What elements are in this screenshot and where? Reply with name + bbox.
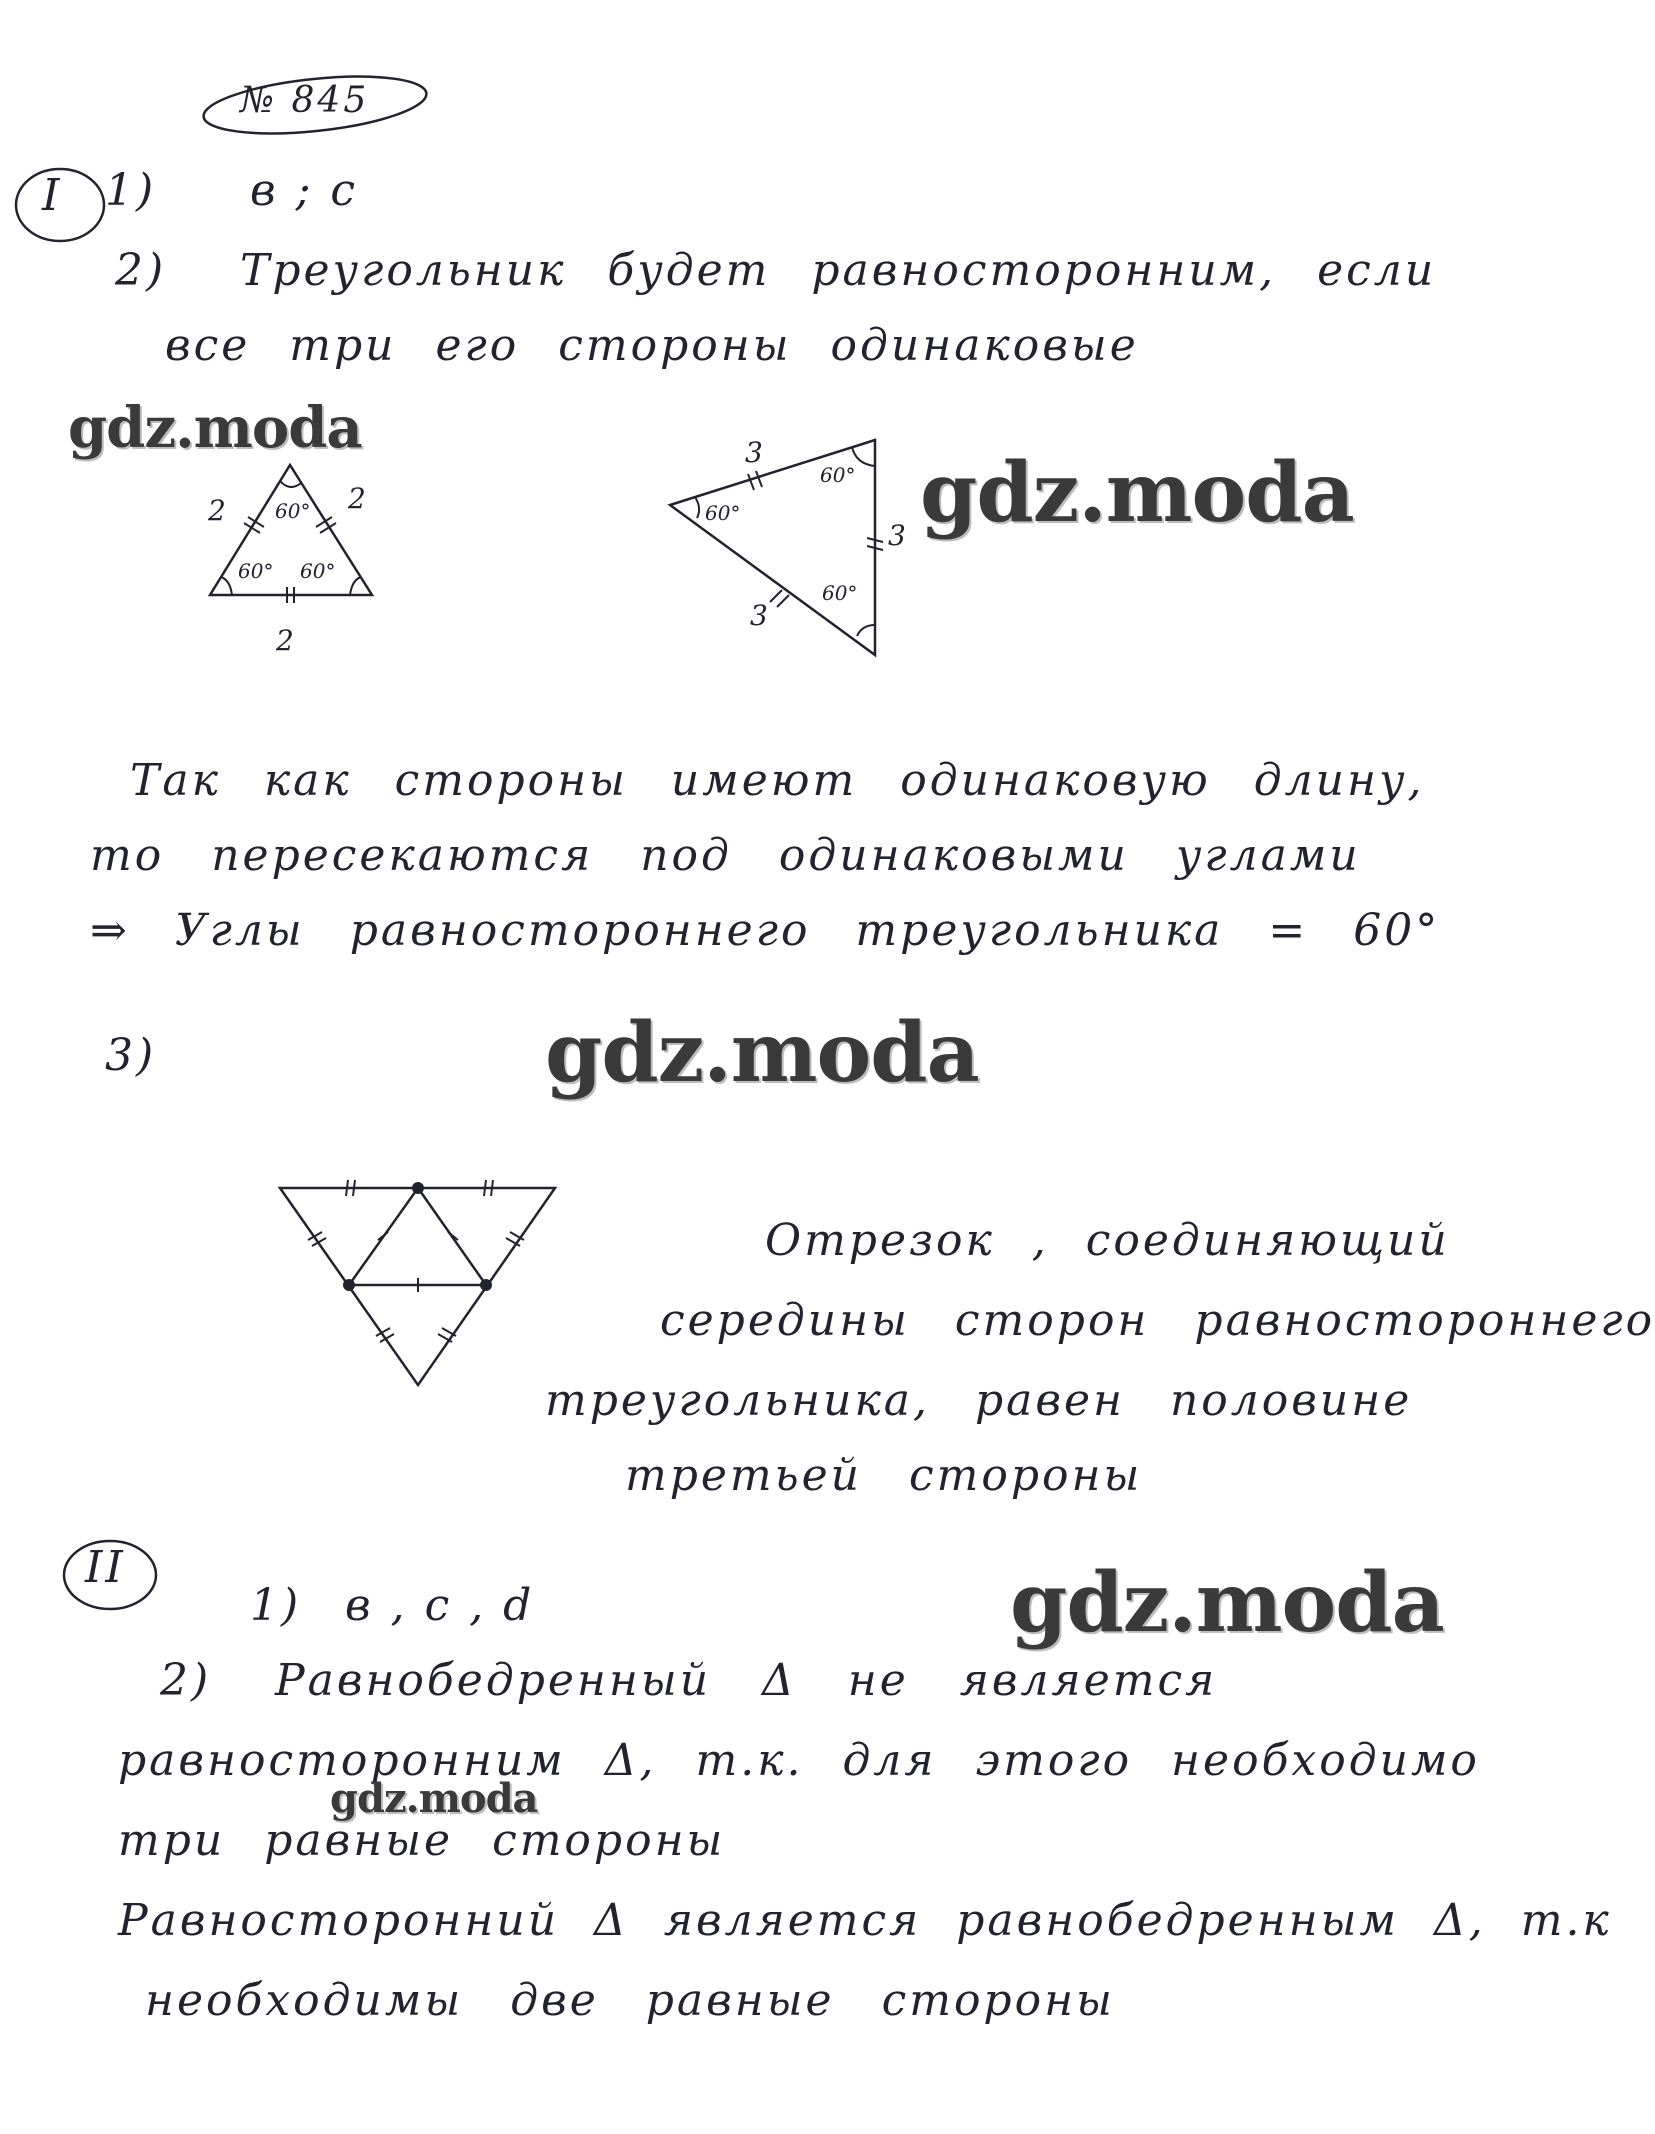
part1-circle — [8, 160, 118, 250]
explanation-line1: Так как стороны имеют одинаковую длину, — [130, 755, 1425, 806]
watermark-1: gdz.moda — [68, 395, 362, 461]
watermark-4: gdz.moda — [1010, 1555, 1444, 1651]
midsegments — [349, 1188, 486, 1285]
part1-q2-line1: Треугольник будет равносторонним, если — [240, 245, 1437, 296]
triangle-2-side-left: 2 — [208, 494, 226, 527]
triangle-3-side-bottom: 3 — [750, 599, 768, 632]
part1-q1-num: 1) — [105, 165, 157, 216]
part2-q2-line2: равносторонним Δ, т.к. для этого необходимо — [118, 1735, 1480, 1786]
part1-marker: I — [42, 170, 63, 221]
watermark-5: gdz.moda — [330, 1775, 538, 1822]
triangle-3-side-right: 3 — [888, 519, 906, 552]
triangle-figure-side-3 — [650, 420, 930, 680]
part1-q2-line2: все три его стороны одинаковые — [165, 320, 1139, 371]
part1-q1-answer: в ; с — [250, 165, 359, 216]
triangle-3-angle-left: 60° — [705, 501, 741, 525]
part1-q3-text2: середины сторон равностороннего — [660, 1295, 1655, 1346]
part1-q3-text4: третьей стороны — [625, 1450, 1143, 1501]
part2-q2-line3: три равные стороны — [118, 1815, 726, 1866]
triangle-figure-side-2 — [180, 440, 440, 670]
part2-q2-line1: Равнобедренный Δ не является — [275, 1655, 1218, 1706]
watermark-2: gdz.moda — [920, 445, 1354, 541]
triangle-2-side-bottom: 2 — [276, 624, 294, 657]
explanation-line2: то пересекаются под одинаковыми углами — [90, 830, 1361, 881]
part2-q1-answer: в , с , d — [345, 1580, 535, 1631]
triangle-3-side-top: 3 — [745, 436, 763, 469]
triangle-2-angle-top: 60° — [275, 499, 311, 523]
part1-q3-text3: треугольника, равен половине — [545, 1375, 1413, 1426]
triangle-3-angle-top: 60° — [820, 463, 856, 487]
part2-q2-line4: Равносторонний Δ является равнобедренным Δ, т.к — [118, 1895, 1612, 1946]
part1-q3-num: 3) — [105, 1030, 157, 1081]
part2-q2-num: 2) — [160, 1655, 212, 1706]
part2-q2-line5: необходимы две равные стороны — [145, 1975, 1115, 2026]
part2-marker: II — [85, 1542, 126, 1593]
part2-q1-num: 1) — [250, 1580, 302, 1631]
watermark-3: gdz.moda — [545, 1005, 979, 1101]
triangle-2-angle-left: 60° — [238, 559, 274, 583]
triangle-2-side-right: 2 — [348, 482, 366, 515]
triangle-3-angle-bottom: 60° — [822, 581, 858, 605]
triangle-2-angle-right: 60° — [300, 559, 336, 583]
problem-number: № 845 — [240, 80, 370, 121]
midsegment-figure — [270, 1160, 580, 1410]
part1-q3-text1: Отрезок , соединяющий — [765, 1215, 1450, 1266]
part1-q2-num: 2) — [115, 245, 167, 296]
explanation-line3: ⇒ Углы равностороннего треугольника = 60° — [90, 905, 1441, 956]
